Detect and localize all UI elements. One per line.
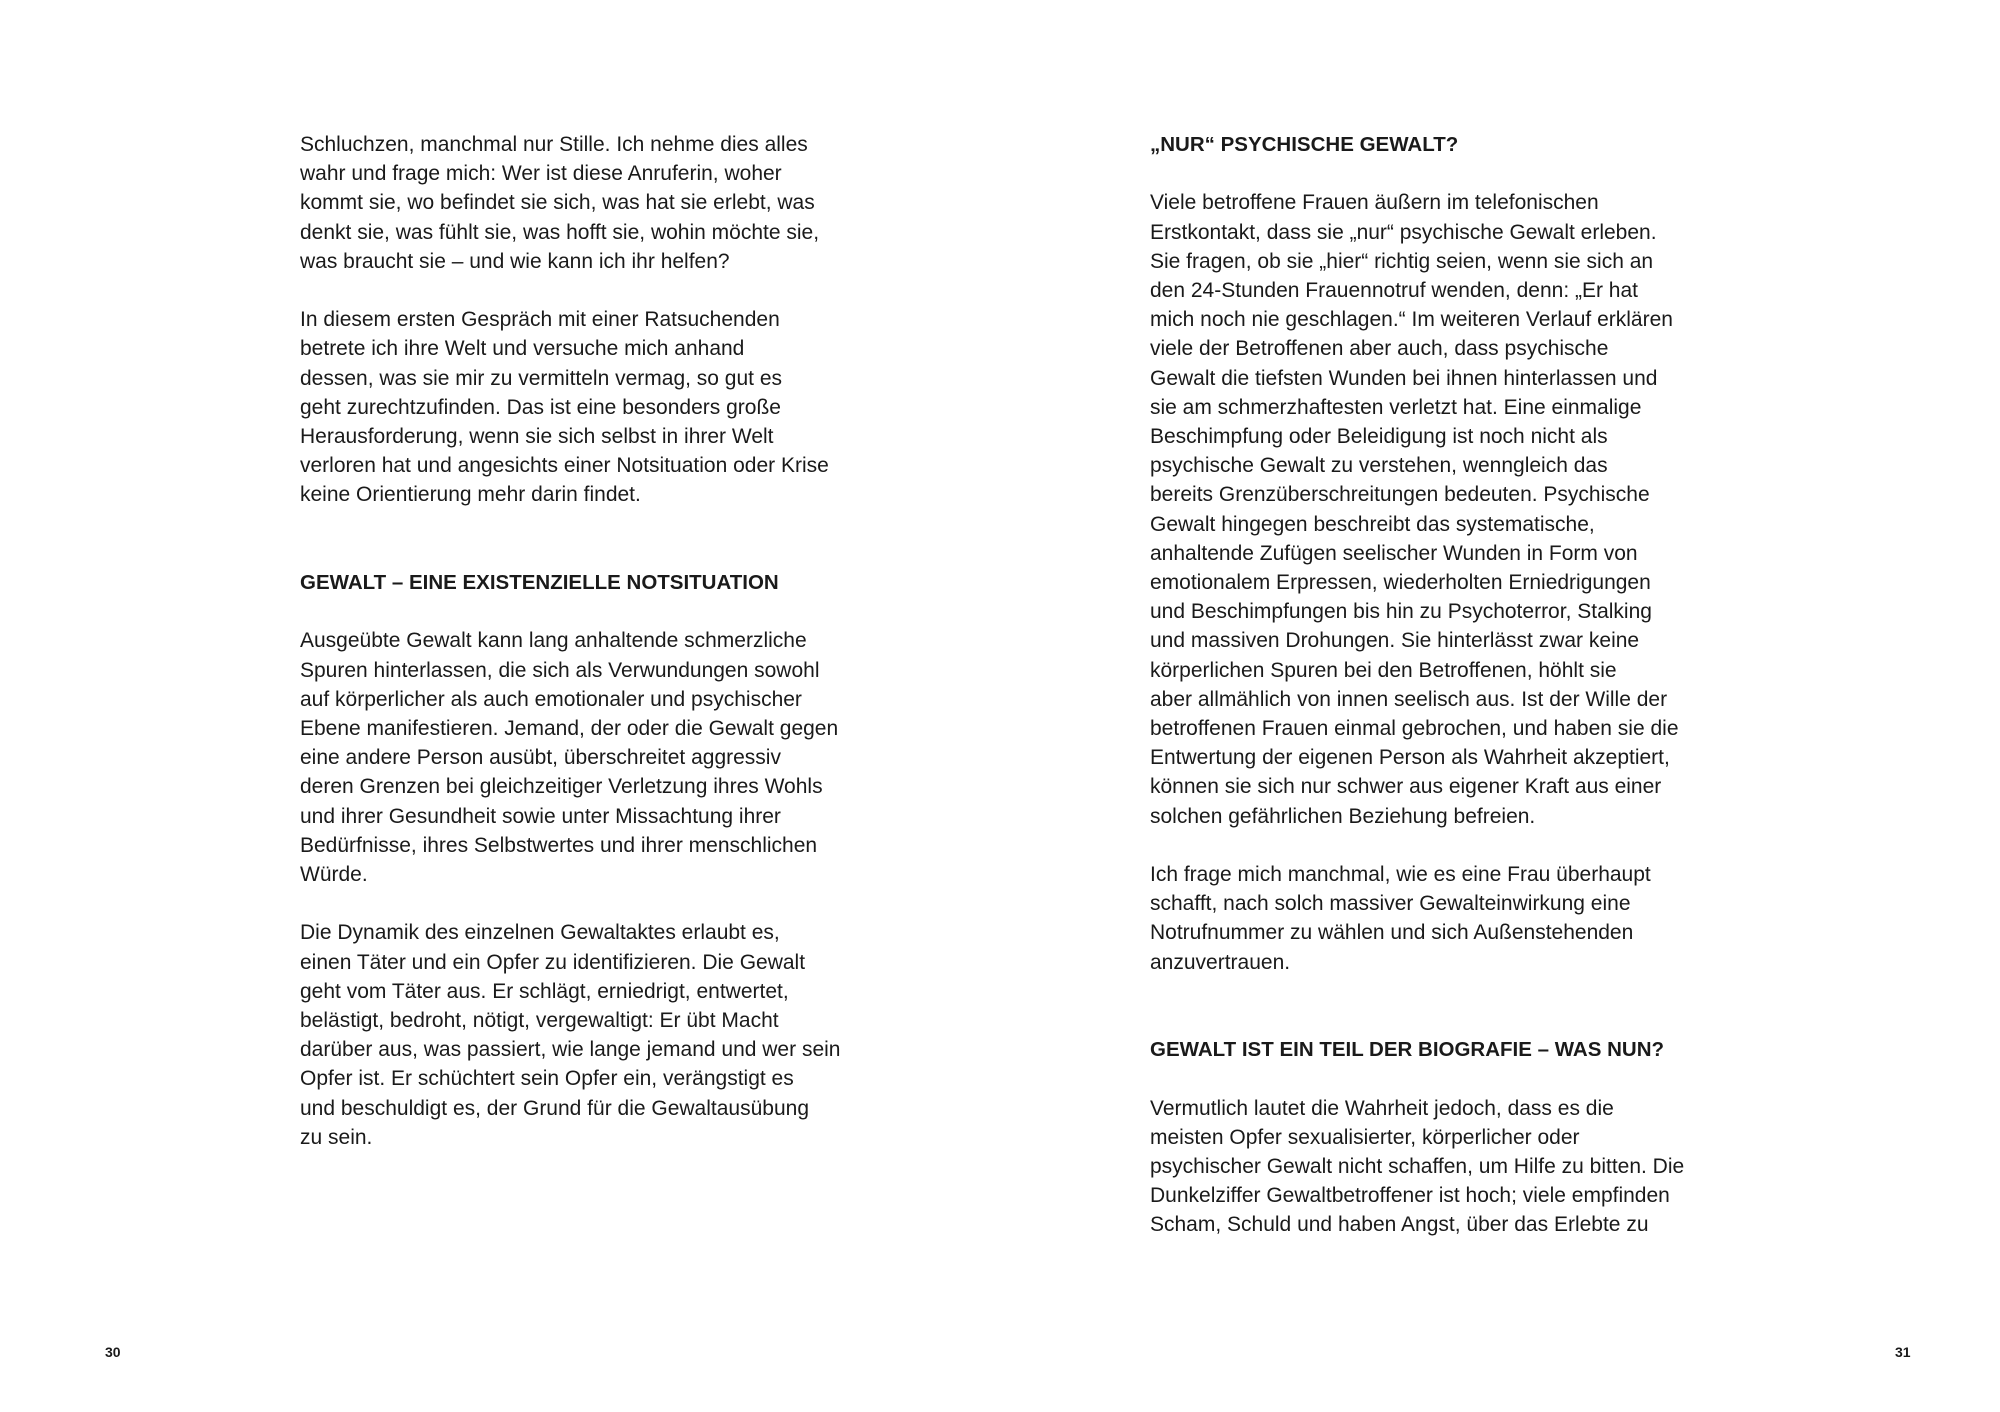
text-line: kommt sie, wo befindet sie sich, was hat sie erlebt, was — [300, 191, 815, 215]
text-line: emotionalem Erpressen, wiederholten Erniedrigungen — [1150, 571, 1651, 595]
text-line: und Beschimpfungen bis hin zu Psychoterror, Stalking — [1150, 600, 1652, 624]
text-line: Erstkontakt, dass sie „nur“ psychische Gewalt erleben. — [1150, 220, 1657, 244]
text-line: Entwertung der eigenen Person als Wahrheit akzeptiert, — [1150, 746, 1670, 770]
text-line: mich noch nie geschlagen.“ Im weiteren Verlauf erklären — [1150, 308, 1673, 332]
right-paragraph-3 — [1150, 1094, 1730, 1240]
page-number-right: 31 — [1895, 1344, 1911, 1360]
text-line: darüber aus, was passiert, wie lange jemand und wer sein — [300, 1038, 841, 1062]
right-paragraph-1 — [1150, 188, 1730, 830]
left-paragraph-1 — [300, 130, 880, 276]
text-line: psychische Gewalt zu verstehen, wenngleich das — [1150, 454, 1608, 478]
text-line: schafft, nach solch massiver Gewalteinwirkung eine — [1150, 892, 1631, 916]
right-paragraph-2 — [1150, 860, 1730, 977]
text-line: solchen gefährlichen Beziehung befreien. — [1150, 804, 1536, 828]
text-line: denkt sie, was fühlt sie, was hofft sie, wohin möchte sie, — [300, 220, 820, 244]
text-line: auf körperlicher als auch emotionaler und psychischer — [300, 687, 802, 711]
text-line: sie am schmerzhaftesten verletzt hat. Eine einmalige — [1150, 395, 1642, 419]
text-line: Herausforderung, wenn sie sich selbst in ihrer Welt — [300, 425, 774, 449]
section-heading-psychische-gewalt: „NUR“ PSYCHISCHE GEWALT? — [1150, 133, 1459, 156]
left-paragraph-2 — [300, 305, 880, 509]
text-line: Würde. — [300, 863, 368, 887]
text-line: einen Täter und ein Opfer zu identifizieren. Die Gewalt — [300, 950, 806, 974]
text-line: und beschuldigt es, der Grund für die Gewaltausübung — [300, 1096, 809, 1120]
text-line: psychischer Gewalt nicht schaffen, um Hilfe zu bitten. Die — [1150, 1155, 1685, 1179]
text-line: Gewalt hingegen beschreibt das systematische, — [1150, 512, 1595, 536]
text-line: was braucht sie – und wie kann ich ihr helfen? — [300, 249, 730, 273]
left-paragraph-3 — [300, 626, 880, 889]
text-line: Vermutlich lautet die Wahrheit jedoch, dass es die — [1150, 1096, 1614, 1120]
text-line: Sie fragen, ob sie „hier“ richtig seien, wenn sie sich an — [1150, 249, 1654, 273]
text-line: betrete ich ihre Welt und versuche mich anhand — [300, 337, 745, 361]
text-line: eine andere Person ausübt, überschreitet aggressiv — [300, 746, 781, 770]
text-line: Ich frage mich manchmal, wie es eine Frau überhaupt — [1150, 863, 1651, 887]
text-line: Viele betroffene Frauen äußern im telefonischen — [1150, 191, 1599, 215]
section-heading-existenzielle-notsituation: GEWALT – EINE EXISTENZIELLE NOTSITUATION — [300, 571, 779, 595]
text-line: den 24-Stunden Frauennotruf wenden, denn: „Er hat — [1150, 279, 1639, 302]
text-line: belästigt, bedroht, nötigt, vergewaltigt: Er übt Macht — [300, 1009, 779, 1033]
right-text-column — [1150, 130, 1730, 1269]
right-page — [1000, 0, 2000, 1412]
text-line: dessen, was sie mir zu vermitteln vermag, so gut es — [300, 366, 783, 390]
text-line: bereits Grenzüberschreitungen bedeuten. Psychische — [1150, 483, 1650, 507]
text-line: wahr und frage mich: Wer ist diese Anruferin, woher — [300, 162, 782, 186]
left-paragraph-4 — [300, 918, 880, 1152]
text-line: verloren hat und angesichts einer Notsituation oder Krise — [300, 454, 829, 478]
text-line: Opfer ist. Er schüchtert sein Opfer ein, verängstigt es — [300, 1067, 794, 1091]
text-line: aber allmählich von innen seelisch aus. Ist der Wille der — [1150, 687, 1668, 711]
text-line: und massiven Drohungen. Sie hinterlässt zwar keine — [1150, 629, 1640, 653]
text-line: Bedürfnisse, ihres Selbstwertes und ihrer menschlichen — [300, 833, 818, 857]
text-line: Schluchzen, manchmal nur Stille. Ich nehme dies alles — [300, 133, 808, 156]
text-line: deren Grenzen bei gleichzeitiger Verletzung ihres Wohls — [300, 775, 823, 799]
text-line: körperlichen Spuren bei den Betroffenen, höhlt sie — [1150, 658, 1617, 682]
text-line: Ausgeübte Gewalt kann lang anhaltende schmerzliche — [300, 629, 807, 653]
text-line: Beschimpfung oder Beleidigung ist noch nicht als — [1150, 425, 1608, 449]
text-line: Scham, Schuld und haben Angst, über das Erlebte zu — [1150, 1213, 1649, 1237]
text-line: geht zurechtzufinden. Das ist eine besonders große — [300, 395, 781, 419]
text-line: geht vom Täter aus. Er schlägt, erniedrigt, entwertet, — [300, 979, 789, 1003]
text-line: viele der Betroffenen aber auch, dass psychische — [1150, 337, 1609, 361]
text-line: anhaltende Zufügen seelischer Wunden in Form von — [1150, 541, 1638, 565]
text-line: In diesem ersten Gespräch mit einer Ratsuchenden — [300, 308, 780, 332]
text-line: keine Orientierung mehr darin findet. — [300, 483, 641, 507]
text-line: Spuren hinterlassen, die sich als Verwundungen sowohl — [300, 658, 820, 682]
text-line: Gewalt die tiefsten Wunden bei ihnen hinterlassen und — [1150, 366, 1658, 390]
text-line: Notrufnummer zu wählen und sich Außenstehenden — [1150, 921, 1634, 945]
text-line: Dunkelziffer Gewaltbetroffener ist hoch; viele empfinden — [1150, 1184, 1670, 1208]
page-number-left: 30 — [105, 1344, 121, 1360]
left-text-column — [300, 130, 880, 1181]
text-line: Ebene manifestieren. Jemand, der oder die Gewalt gegen — [300, 717, 839, 741]
text-line: Die Dynamik des einzelnen Gewaltaktes erlaubt es, — [300, 921, 780, 945]
section-heading-biografie: GEWALT IST EIN TEIL DER BIOGRAFIE – WAS NUN? — [1150, 1038, 1665, 1062]
text-line: meisten Opfer sexualisierter, körperlicher oder — [1150, 1125, 1580, 1149]
text-line: können sie sich nur schwer aus eigener Kraft aus einer — [1150, 775, 1662, 799]
text-line: zu sein. — [300, 1125, 373, 1149]
text-line: und ihrer Gesundheit sowie unter Missachtung ihrer — [300, 804, 781, 828]
text-line: anzuvertrauen. — [1150, 950, 1291, 974]
text-line: betroffenen Frauen einmal gebrochen, und haben sie die — [1150, 717, 1679, 741]
